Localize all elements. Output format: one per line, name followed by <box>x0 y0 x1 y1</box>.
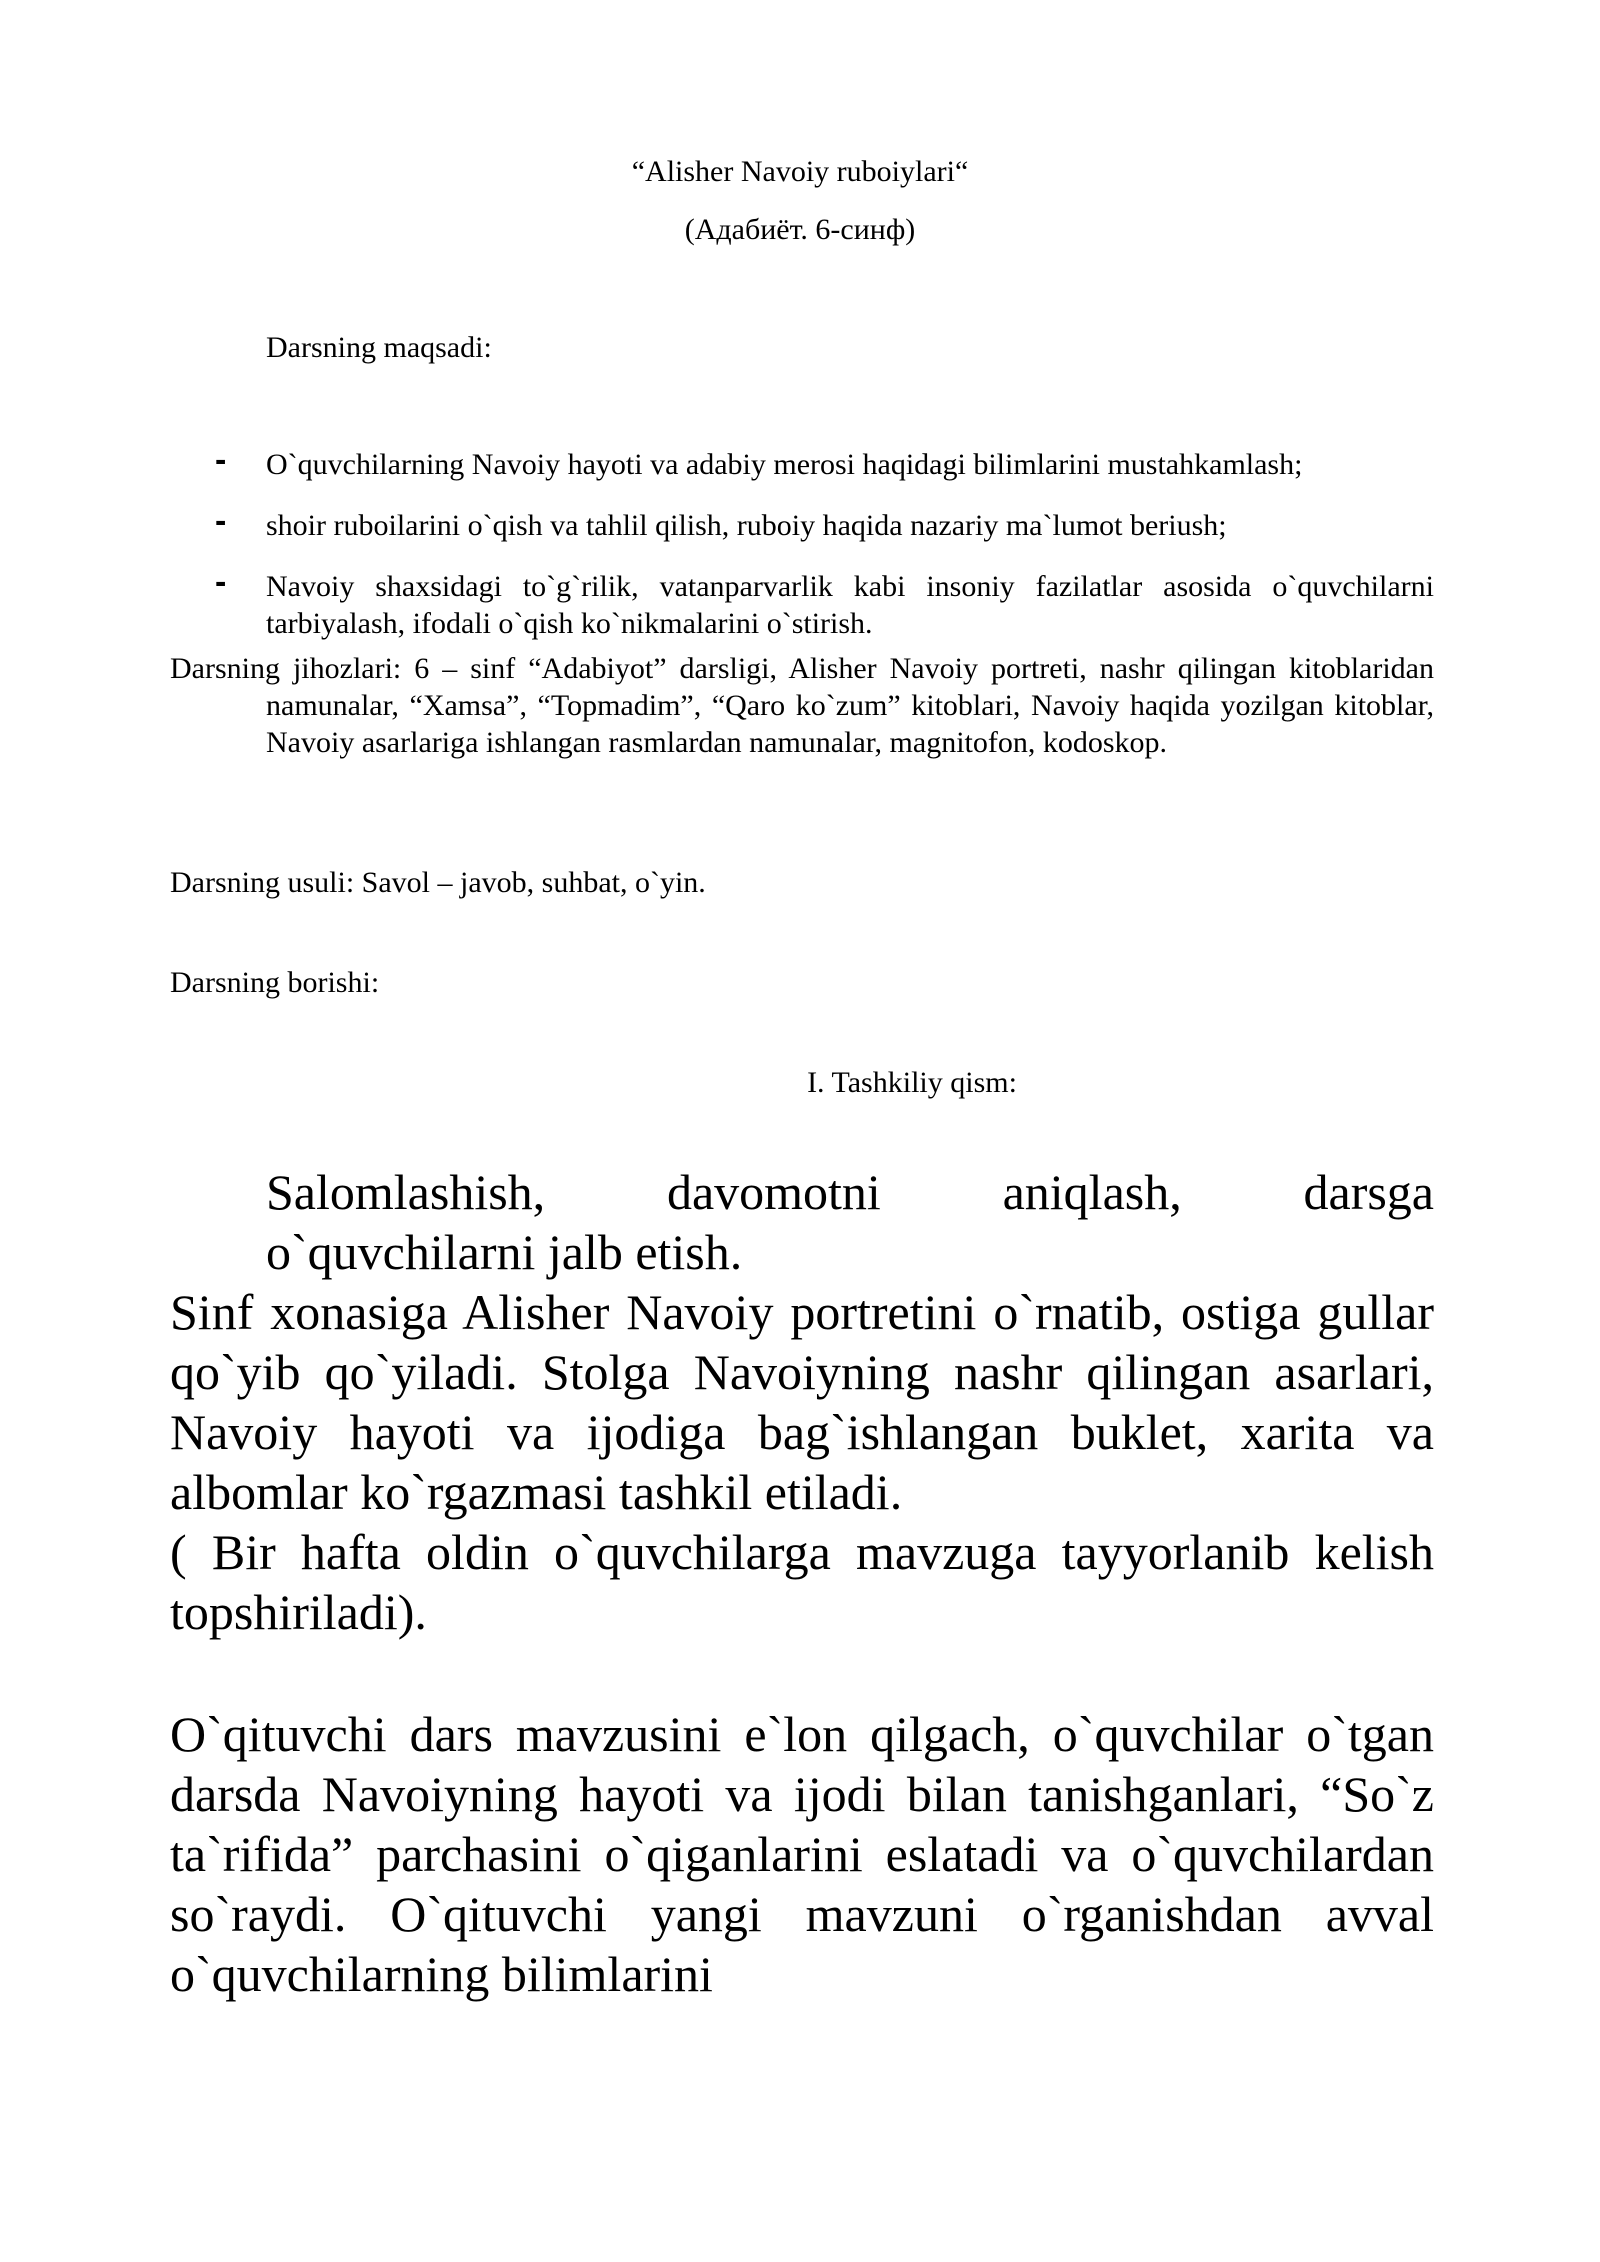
equipment-text: Darsning jihozlari: 6 – sinf “Adabiyot” darsligi, Alisher Navoiy portreti, nashr qilingan kitoblaridan namunalar, “Xamsa”, “Topmadim”, “Qaro ko`zum” kitoblari, Navoiy haqida yozilgan kitoblar, Navoiy asarlariga ishlangan rasmlardan namunalar, magnitofon, kodoskop. <box>170 652 1434 759</box>
paragraph-classroom <box>170 1282 1434 1642</box>
document-title: “Alisher Navoiy ruboiylari“ <box>631 155 969 188</box>
paragraph-teacher <box>170 1704 1434 2004</box>
section-title: I. Tashkiliy qism: <box>807 1066 1017 1099</box>
paragraph-text: Sinf xonasiga Alisher Navoiy portretini o`rnatib, ostiga gullar qo`yib qo`yiladi. Stolga Navoiyning nashr qilingan asarlari, Navoiy hayoti va ijodiga bag`ishlangan buklet, xarita va albomlar ko`rgazmasi tashkil etiladi. <box>170 1284 1434 1520</box>
bullet-dash: - <box>215 502 227 540</box>
objective-text: O`quvchilarning Navoiy hayoti va adabiy merosi haqidagi bilimlarini mustahkamlash; <box>266 448 1303 481</box>
list-item <box>215 441 1434 483</box>
list-item <box>215 563 1434 642</box>
objective-text: Navoiy shaxsidagi to`g`rilik, vatanparvarlik kabi insoniy fazilatlar asosida o`quvchilarni tarbiyalash, ifodali o`qish ko`nikmalarini o`stirish. <box>266 570 1434 640</box>
paragraph-text: ( Bir hafta oldin o`quvchilarga mavzuga tayyorlanib kelish topshiriladi). <box>170 1524 1434 1640</box>
list-item <box>215 502 1434 544</box>
objectives-list <box>215 441 1434 642</box>
method-line: Darsning usuli: Savol – javob, suhbat, o`yin. <box>170 866 706 899</box>
progress-label: Darsning borishi: <box>170 966 380 999</box>
paragraph-text: O`qituvchi dars mavzusini e`lon qilgach, o`quvchilar o`tgan darsda Navoiyning hayoti va ijodi bilan tanishganlari, “So`z ta`rifida” parchasini o`qiganlarini eslatadi va o`quvchilardan so`raydi. O`qituvchi yangi mavzuni o`rganishdan avval o`quvchilarning bilimlarini <box>170 1706 1434 2002</box>
document-subtitle: (Адабиёт. 6-синф) <box>684 213 916 246</box>
objectives-label: Darsning maqsadi: <box>266 331 492 364</box>
equipment-block <box>170 650 1434 761</box>
paragraph-line: Salomlashish, davomotni aniqlash, darsga <box>266 1164 1434 1220</box>
paragraph-greeting <box>266 1162 1434 1282</box>
objective-text: shoir ruboilarini o`qish va tahlil qilish, ruboiy haqida nazariy ma`lumot beriush; <box>266 509 1227 542</box>
paragraph-line: o`quvchilarni jalb etish. <box>266 1224 743 1280</box>
bullet-dash: - <box>215 441 227 479</box>
bullet-dash: - <box>215 563 227 601</box>
